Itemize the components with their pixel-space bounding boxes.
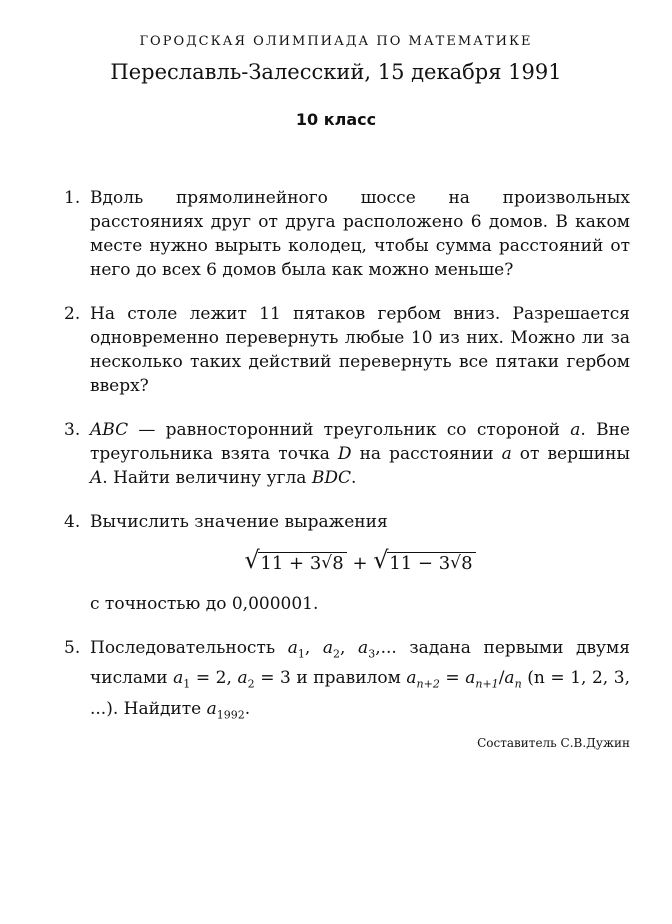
formula — [90, 548, 630, 580]
math-a: a — [406, 668, 417, 689]
radicand-term: 11 + 3 — [260, 553, 322, 574]
text-segment: = 2, — [190, 668, 238, 689]
math-a: a — [501, 444, 512, 464]
math-a: a — [358, 638, 369, 658]
subscript: 2 — [333, 647, 341, 661]
text-segment: Последовательность — [90, 638, 288, 658]
radical-sign: √ — [244, 546, 260, 574]
text-segment: . — [244, 698, 251, 719]
sqrt-inner — [450, 548, 473, 580]
text-segment: . — [350, 468, 357, 488]
problem-3 — [64, 418, 630, 490]
problem-text: Последовательность $a_1$, $a_2$, $a_3$,... задана первыми двумя числами $a_1 = 2$, $a_2 = 3$ и правилом $a_{n+2} = a_{n+1}/a_n$ (n = 1, 2, 3, ...). Найдите $a_{1992}$. — [90, 638, 631, 722]
radical-sign: √ — [450, 553, 461, 573]
radical-sign: √ — [373, 546, 389, 574]
text-segment: от вершины — [511, 444, 630, 464]
math-a: a — [237, 668, 248, 689]
problem-outro: с точностью до 0,000001. — [90, 594, 319, 614]
text-segment: = — [439, 668, 466, 689]
radicand — [387, 552, 475, 574]
math-a: a — [173, 668, 184, 689]
subscript: n — [514, 677, 522, 691]
math-a: a — [465, 668, 476, 689]
grade-label: 10 класс — [295, 110, 377, 129]
radical-sign: √ — [321, 553, 333, 573]
text-segment: = 3 и правилом — [254, 668, 407, 689]
math-a: a — [322, 638, 334, 658]
problem-number: 4. — [64, 512, 81, 532]
sqrt-right — [373, 548, 475, 580]
text-segment: ,... задана первыми двумя числами — [90, 638, 631, 689]
subscript: 1 — [183, 677, 191, 691]
math-a: a — [287, 638, 298, 658]
problem-2 — [64, 302, 630, 398]
problem-5 — [64, 636, 630, 727]
plus-sign: + — [346, 553, 374, 574]
problem-number: 3. — [64, 420, 81, 440]
radicand — [258, 552, 346, 574]
problem-1 — [64, 186, 630, 282]
text-segment: (n = 1, 2, 3, ...). Найдите — [90, 668, 630, 719]
math-a: a — [570, 420, 581, 440]
radicand-term: 11 − 3 — [389, 553, 451, 574]
math-abc: ABC — [90, 420, 129, 440]
text-segment: на расстоянии — [351, 444, 502, 464]
sqrt-left — [244, 548, 346, 580]
math-vertex-a: A — [90, 468, 103, 488]
problem-text — [90, 420, 630, 488]
text-segment: . Вне треугольника взята точка — [90, 420, 630, 464]
subscript: n+2 — [416, 677, 440, 691]
subscript: 1992 — [216, 708, 245, 722]
problem-list — [64, 186, 630, 747]
problem-intro: Вычислить значение выражения — [90, 512, 388, 532]
problem-number: 1. — [64, 188, 81, 208]
problem-number: 5. — [64, 638, 81, 658]
sqrt-inner — [321, 548, 344, 580]
subscript: 1 — [297, 647, 305, 661]
text-segment: . Найти величину угла — [102, 468, 312, 488]
olympiad-title: ГОРОДСКАЯ ОЛИМПИАДА ПО МАТЕМАТИКЕ — [139, 34, 533, 49]
text-segment: — равносторонний треугольник со стороной — [128, 420, 571, 440]
inner-radicand: 8 — [461, 553, 473, 574]
problem-4 — [64, 510, 630, 616]
author-credit: Составитель С.В.Дужин — [477, 736, 630, 750]
math-a: a — [206, 698, 217, 719]
problem-text: На столе лежит 11 пятаков гербом вниз. Разрешается одновременно перевернуть любые 10 из них. Можно ли за несколько таких действий перевернуть все пятаки гербом вверх? — [90, 304, 630, 396]
place-date: Переславль-Залесский, 15 декабря 1991 — [110, 60, 562, 84]
subscript: 2 — [247, 677, 255, 691]
math-a: a — [504, 668, 515, 689]
problem-text: Вдоль прямолинейного шоссе на произвольных расстояниях друг от друга расположено 6 домов. В каком месте нужно вырыть колодец, чтобы сумма расстояний от него до всех 6 домов была как можно меньше? — [90, 188, 630, 280]
inner-radicand: 8 — [332, 553, 344, 574]
math-d: D — [337, 444, 352, 464]
subscript: 3 — [368, 647, 376, 661]
subscript: n+1 — [475, 677, 499, 691]
math-bdc: BDC — [311, 468, 351, 488]
problem-number: 2. — [64, 304, 81, 324]
